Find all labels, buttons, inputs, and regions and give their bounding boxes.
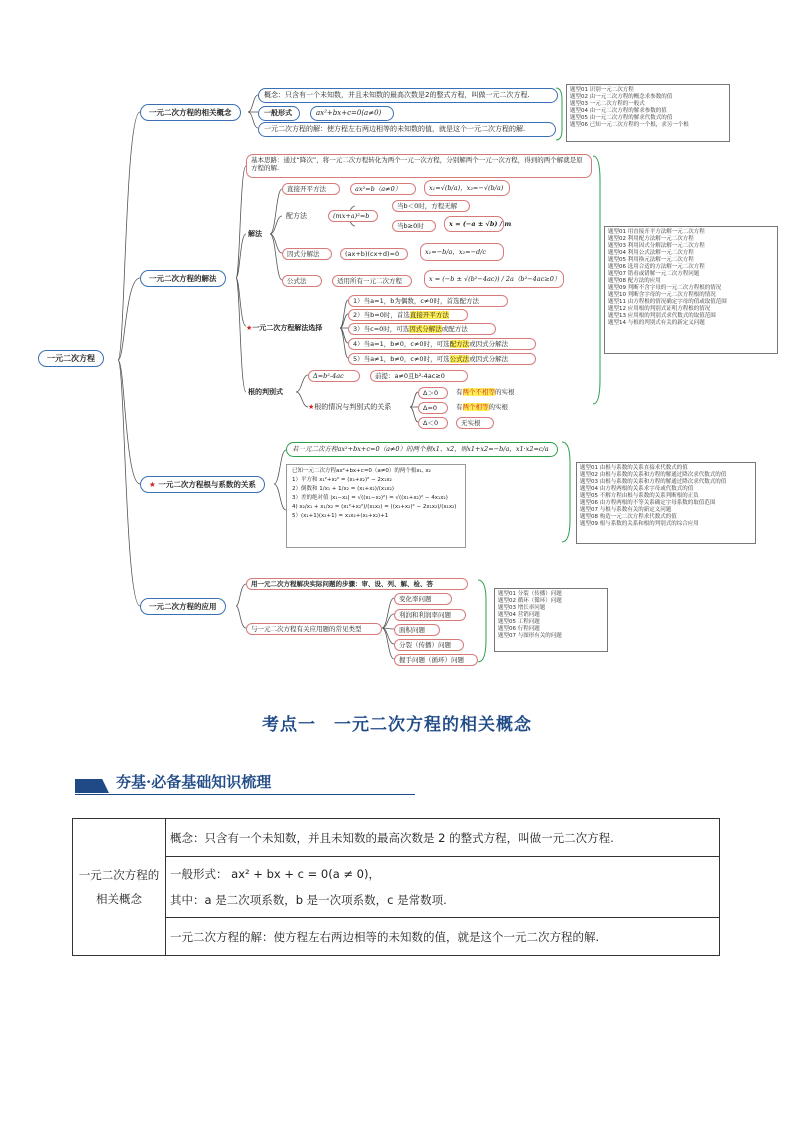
vieta-derived-box xyxy=(286,464,466,548)
basic-idea: 基本思路：通过“降次”，将一元二次方程转化为两个一元一次方程，分别解两个一元一次方程，得到的两个解就是原方程的解. xyxy=(246,154,592,178)
application-type: 利润和利润率问题 xyxy=(394,609,466,621)
relation-title-text: 根的情况与判别式的关系 xyxy=(314,403,392,411)
choice-text: 5）当a≠1，b≠0，c≠0时，可选 xyxy=(353,355,450,363)
choice-2 xyxy=(348,309,468,321)
choice-text-tail: 或因式分解法 xyxy=(469,355,509,363)
problem-item: 题型03 由根与系数的关系和方程的解通过降次求代数式的值 xyxy=(580,479,727,485)
choice-text: 4）当a=1，b≠0，c≠0时，可选 xyxy=(353,340,450,348)
problem-item: 题型14 与根的判别式有关的新定义问题 xyxy=(608,320,705,326)
problem-item: 题型02 由根与系数的关系和方程的解通过降次求代数式的值 xyxy=(580,472,727,478)
problem-item: 题型07 与图形有关的问题 xyxy=(498,633,562,639)
problem-item: 题型12 应用根的判别式证明方程根的情况 xyxy=(608,306,711,312)
concept-table xyxy=(72,818,720,956)
case-positive-result xyxy=(456,388,515,397)
application-steps: 用一元二次方程解决实际问题的步骤：审、设、列、解、检、答 xyxy=(246,578,468,590)
result-text: 有 xyxy=(456,388,463,396)
application-type: 握手问题（循环）问题 xyxy=(394,654,478,666)
case-zero: Δ=0 xyxy=(418,402,448,414)
branch-applications: 一元二次方程的应用 xyxy=(140,598,226,615)
result-highlight: 两个不相等 xyxy=(462,388,495,396)
result-text: 有 xyxy=(456,403,463,411)
problem-item: 题型02 循环（循环）问题 xyxy=(498,598,562,604)
problem-item: 题型06 已知一元二次方程的一个根，求另一个根 xyxy=(570,122,689,128)
discriminant-premise: 前提：a≠0且b²-4ac≥0 xyxy=(370,370,468,382)
coefficients-line: 其中：a 是二次项系数，b 是一次项系数，c 是常数项. xyxy=(170,893,447,907)
problem-item: 题型03 增长率问题 xyxy=(498,605,546,611)
section-underline xyxy=(75,794,415,795)
table-left-cell: 一元二次方程的相关概念 xyxy=(73,819,166,956)
method-sqrt-roots: x₁=√(b/a)，x₂=−√(b/a) xyxy=(424,180,510,196)
problem-item: 题型01 分裂（传播）问题 xyxy=(498,591,562,597)
choice-text: 2）当b=0时，首选 xyxy=(353,311,410,319)
choice-highlight: 配方法 xyxy=(449,340,470,348)
discriminant-label: 根的判别式 xyxy=(248,388,283,396)
problem-item: 题型04 由一元二次方程的解求参数的值 xyxy=(570,108,667,114)
method-choice-title xyxy=(246,324,322,333)
table-row-solution: 一元二次方程的解：使方程左右两边相等的未知数的值，就是这个一元二次方程的解. xyxy=(166,918,720,956)
method-formula-roots: x = (−b ± √(b²−4ac)) / 2a（b²−4ac≥0） xyxy=(424,270,564,288)
problem-list-3 xyxy=(576,462,756,544)
application-types-title: 与一元二次方程有关应用题的常见类型 xyxy=(246,623,382,635)
problem-item: 题型01 用直接开平方法解一元二次方程 xyxy=(608,229,705,235)
problem-item: 题型03 利用因式分解法解一元二次方程 xyxy=(608,243,705,249)
choice-highlight: 直接开平方法 xyxy=(409,311,449,319)
problem-item: 题型06 行程问题 xyxy=(498,626,540,632)
complete-square-case-1: 当b＜0时，方程无解 xyxy=(392,200,470,212)
problem-item: 题型08 构造一元二次方程求代数式的值 xyxy=(580,514,677,520)
general-form-label: 一般形式 xyxy=(258,106,300,121)
problem-item: 题型01 识别一元二次方程 xyxy=(570,87,634,93)
result-text-tail: 的实根 xyxy=(488,403,508,411)
problem-item: 题型05 不解方程由根与系数的关系判断根的正负 xyxy=(580,493,699,499)
problem-item: 题型06 由方程两根的不等关系确定字母系数的取值范围 xyxy=(580,500,716,506)
table-row-concept: 概念：只含有一个未知数，并且未知数的最高次数是 2 的整式方程，叫做一元二次方程. xyxy=(166,819,720,857)
branch-vieta-title: 一元二次方程根与系数的关系 xyxy=(158,480,256,489)
method-choice-title-text: 一元二次方程解法选择 xyxy=(252,324,323,332)
choice-text-tail: 或因式分解法 xyxy=(469,340,509,348)
section-title: 夯基·必备基础知识梳理 xyxy=(116,773,272,791)
vieta-item: 2）倒数和 1/x₁ + 1/x₂ = (x₁+x₂)/(x₁x₂) xyxy=(292,486,394,492)
problem-item: 题型01 由根与系数的关系直接求代数式的值 xyxy=(580,465,688,471)
vieta-intro: 已知一元二次方程ax²+bx+c=0（a≠0）的两个根x₁, x₂ xyxy=(292,468,431,474)
concept-text: 概念：只含有一个未知数，并且未知数的最高次数是2的整式方程，叫做一元二次方程. xyxy=(258,88,558,103)
page-heading: 考点一 一元二次方程的相关概念 xyxy=(262,715,532,735)
problem-item: 题型05 由一元二次方程的解求代数式的值 xyxy=(570,115,673,121)
method-complete-square-label: 配方法 xyxy=(286,212,307,220)
complete-square-case-2: 当b≥0时 xyxy=(392,220,436,232)
problem-item: 题型04 利用公式法解一元二次方程 xyxy=(608,250,694,256)
problem-item: 题型04 由方程两根的关系求字母或代数式的值 xyxy=(580,486,694,492)
roots-discriminant-relation xyxy=(308,403,391,412)
choice-5 xyxy=(348,353,536,365)
problem-item: 题型08 配方法的应用 xyxy=(608,278,661,284)
problem-list-1 xyxy=(566,84,730,142)
problem-item: 题型07 与根与系数有关的新定义问题 xyxy=(580,507,672,513)
result-text-tail: 的实根 xyxy=(495,388,515,396)
problem-item: 题型02 由一元二次方程的概念求参数的值 xyxy=(570,94,673,100)
section-marker xyxy=(75,779,109,793)
vieta-formula: 若一元二次方程ax²+bx+c=0（a≠0）的两个根x1、x2，则x1+x2=−b/a，x1·x2=c/a xyxy=(286,442,558,457)
method-factor-eq: (ax+b)(cx+d)=0 xyxy=(340,248,408,260)
vieta-item: 4) x₂/x₁ + x₁/x₂ = (x₁²+x₂²)/(x₁x₂) = ((x₁+x₂)² − 2x₁x₂)/(x₁x₂) xyxy=(292,504,457,510)
problem-list-2 xyxy=(604,226,778,354)
method-factor-roots: x₁=−b/a，x₂=−d/c xyxy=(420,243,504,261)
problem-item: 题型05 工程问题 xyxy=(498,619,540,625)
method-complete-square-eq: (mx+a)²=b xyxy=(328,210,378,222)
choice-text: 3）当c=0时，可选 xyxy=(353,325,410,333)
methods-label: 解法 xyxy=(248,230,262,238)
problem-list-4 xyxy=(494,588,608,652)
problem-item: 题型06 选用合适的方法解一元二次方程 xyxy=(608,264,705,270)
case-zero-result xyxy=(456,403,508,412)
result-highlight: 两个相等 xyxy=(462,403,489,411)
choice-4 xyxy=(348,338,536,350)
method-factor-label: 因式分解法 xyxy=(282,248,332,260)
problem-item: 题型11 由方程根的情况确定字母的值或取值范围 xyxy=(608,299,727,305)
vieta-item: 5）(x₁+1)(x₂+1) = x₁x₂+(x₁+x₂)+1 xyxy=(292,513,389,519)
application-type: 面积问题 xyxy=(394,624,440,636)
problem-item: 题型09 判断不含字母的一元二次方程根的情况 xyxy=(608,285,722,291)
problem-item: 题型04 营销问题 xyxy=(498,612,540,618)
application-type: 变化率问题 xyxy=(394,593,452,605)
general-form-line: 一般形式： ax² + bx + c = 0(a ≠ 0)， xyxy=(170,867,380,881)
problem-item: 题型05 利用换元法解一元二次方程 xyxy=(608,257,694,263)
method-formula-label: 公式法 xyxy=(282,275,322,287)
discriminant-formula: Δ=b²-4ac xyxy=(308,370,360,382)
problem-item: 题型03 一元二次方程的一般式 xyxy=(570,101,645,107)
problem-item: 题型10 判断含字母的一元二次方程根的情况 xyxy=(608,292,716,298)
choice-text-tail: 或配方法 xyxy=(441,325,468,333)
problem-item: 题型13 应用根的判别式求代数式的取值范围 xyxy=(608,313,716,319)
choice-highlight: 因式分解法 xyxy=(409,325,442,333)
method-formula-scope: 适用所有一元二次方程 xyxy=(332,275,412,287)
branch-methods: 一元二次方程的解法 xyxy=(140,270,226,287)
vieta-item: 3）差的绝对值 |x₁−x₂| = √((x₁−x₂)²) = √((x₁+x₂)² − 4x₁x₂) xyxy=(292,495,448,501)
problem-item: 题型07 错看或错解一元二次方程问题 xyxy=(608,271,700,277)
choice-1 xyxy=(348,295,508,307)
star-icon: ★ xyxy=(149,480,156,489)
problem-item: 题型02 利用配方法解一元二次方程 xyxy=(608,236,694,242)
solution-text: 一元二次方程的解：使方程左右两边相等的未知数的值，就是这个一元二次方程的解. xyxy=(258,122,556,137)
case-negative-result: 无实根 xyxy=(456,417,494,429)
table-row-general-form xyxy=(166,857,720,918)
method-sqrt-eq: ax²=b（a≠0） xyxy=(350,183,416,195)
general-form-formula: ax²+bx+c=0(a≠0) xyxy=(310,106,394,121)
star-icon: ★ xyxy=(246,324,253,332)
method-sqrt-label: 直接开平方法 xyxy=(282,183,340,195)
star-icon: ★ xyxy=(308,403,315,411)
root-node: 一元二次方程 xyxy=(38,350,104,367)
case-positive: Δ＞0 xyxy=(418,387,448,399)
complete-square-roots: x = (−a ± √b) / m xyxy=(444,216,504,232)
application-type: 分裂（传播）问题 xyxy=(394,639,464,651)
branch-concepts: 一元二次方程的相关概念 xyxy=(140,104,241,121)
branch-vieta xyxy=(140,476,265,493)
vieta-item: 1）平方和 x₁²+x₂² = (x₁+x₂)² − 2x₁x₂ xyxy=(292,477,392,483)
case-negative: Δ＜0 xyxy=(418,417,448,429)
choice-highlight: 公式法 xyxy=(449,355,470,363)
problem-item: 题型09 根与系数的关系和根的判别式的综合应用 xyxy=(580,521,699,527)
choice-3 xyxy=(348,323,496,335)
choice-text: 1）当a=1，b为偶数，c≠0时，首选配方法 xyxy=(353,297,479,305)
